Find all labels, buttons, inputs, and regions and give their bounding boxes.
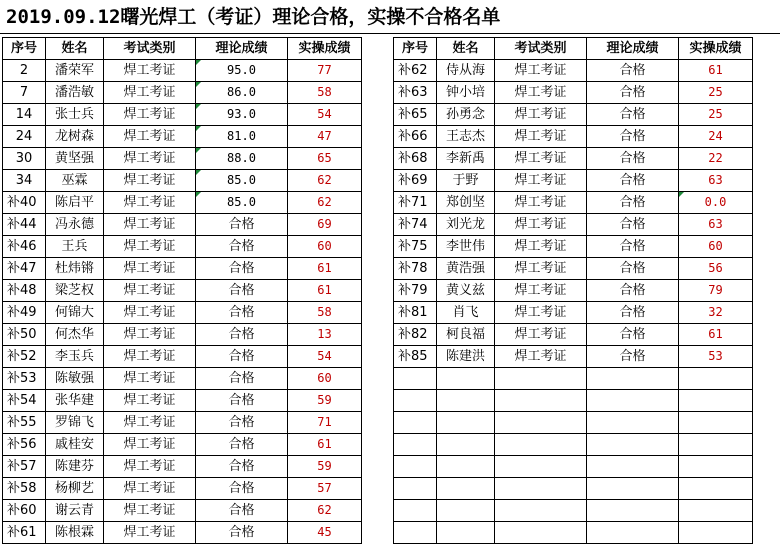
- cell-practical[interactable]: 61: [288, 434, 362, 456]
- cell-practical[interactable]: 63: [679, 214, 753, 236]
- table-row: [3, 478, 362, 500]
- table-row: [3, 258, 362, 280]
- cell-name[interactable]: 陈建芬: [46, 456, 104, 478]
- table-row: [394, 346, 753, 368]
- cell-category[interactable]: 焊工考证: [495, 214, 587, 236]
- cell-category[interactable]: 焊工考证: [104, 434, 196, 456]
- cell-name[interactable]: 李世伟: [437, 236, 495, 258]
- cell-category[interactable]: 焊工考证: [104, 390, 196, 412]
- header-category[interactable]: 考试类别: [495, 38, 587, 60]
- cell-practical[interactable]: 54: [288, 346, 362, 368]
- cell-category[interactable]: 焊工考证: [495, 324, 587, 346]
- table-row: [3, 390, 362, 412]
- cell-practical[interactable]: 61: [679, 324, 753, 346]
- table-row: [394, 170, 753, 192]
- empty-cell[interactable]: [495, 478, 587, 500]
- table-row: [3, 522, 362, 544]
- cell-category[interactable]: 焊工考证: [495, 170, 587, 192]
- cell-practical[interactable]: 25: [679, 104, 753, 126]
- table-row: [394, 126, 753, 148]
- empty-cell[interactable]: [587, 522, 679, 544]
- table-row: [394, 60, 753, 82]
- header-seq[interactable]: 序号: [394, 38, 437, 60]
- cell-theory[interactable]: 合格: [196, 456, 288, 478]
- cell-seq[interactable]: 补57: [3, 456, 46, 478]
- cell-theory[interactable]: 85.0: [196, 192, 288, 214]
- cell-category[interactable]: 焊工考证: [104, 522, 196, 544]
- cell-practical[interactable]: 60: [679, 236, 753, 258]
- table-row: [3, 60, 362, 82]
- table-row: [3, 214, 362, 236]
- cell-seq[interactable]: 补65: [394, 104, 437, 126]
- cell-practical[interactable]: 77: [288, 60, 362, 82]
- cell-practical[interactable]: 71: [288, 412, 362, 434]
- cell-name[interactable]: 侍从海: [437, 60, 495, 82]
- header-name[interactable]: 姓名: [46, 38, 104, 60]
- cell-practical[interactable]: 59: [288, 390, 362, 412]
- cell-category[interactable]: 焊工考证: [495, 280, 587, 302]
- cell-practical[interactable]: 13: [288, 324, 362, 346]
- cell-name[interactable]: 何杰华: [46, 324, 104, 346]
- cell-theory[interactable]: 合格: [587, 236, 679, 258]
- cell-category[interactable]: 焊工考证: [495, 236, 587, 258]
- cell-name[interactable]: 何锦大: [46, 302, 104, 324]
- cell-name[interactable]: 李玉兵: [46, 346, 104, 368]
- cell-category[interactable]: 焊工考证: [104, 170, 196, 192]
- left-table: [2, 37, 362, 544]
- cell-name[interactable]: 罗锦飞: [46, 412, 104, 434]
- cell-name[interactable]: 刘光龙: [437, 214, 495, 236]
- empty-row: [394, 500, 753, 522]
- cell-seq[interactable]: 补82: [394, 324, 437, 346]
- cell-seq[interactable]: 补56: [3, 434, 46, 456]
- cell-practical[interactable]: 79: [679, 280, 753, 302]
- empty-cell[interactable]: [437, 522, 495, 544]
- cell-category[interactable]: 焊工考证: [104, 258, 196, 280]
- cell-seq[interactable]: 补47: [3, 258, 46, 280]
- empty-cell[interactable]: [394, 368, 437, 390]
- cell-category[interactable]: 焊工考证: [104, 368, 196, 390]
- cell-category[interactable]: 焊工考证: [104, 104, 196, 126]
- empty-cell[interactable]: [679, 456, 753, 478]
- cell-category[interactable]: 焊工考证: [495, 302, 587, 324]
- header-name[interactable]: 姓名: [437, 38, 495, 60]
- empty-row: [394, 412, 753, 434]
- cell-theory[interactable]: 合格: [587, 82, 679, 104]
- cell-category[interactable]: 焊工考证: [104, 126, 196, 148]
- cell-theory[interactable]: 93.0: [196, 104, 288, 126]
- cell-theory[interactable]: 合格: [196, 214, 288, 236]
- cell-theory[interactable]: 合格: [587, 280, 679, 302]
- cell-seq[interactable]: 补68: [394, 148, 437, 170]
- cell-practical[interactable]: 0.0: [679, 192, 753, 214]
- cell-theory[interactable]: 合格: [587, 104, 679, 126]
- cell-seq[interactable]: 补44: [3, 214, 46, 236]
- table-row: [3, 170, 362, 192]
- table-row: [394, 324, 753, 346]
- empty-cell[interactable]: [587, 390, 679, 412]
- cell-seq[interactable]: 补55: [3, 412, 46, 434]
- cell-name[interactable]: 钟小培: [437, 82, 495, 104]
- cell-category[interactable]: 焊工考证: [104, 192, 196, 214]
- cell-practical[interactable]: 53: [679, 346, 753, 368]
- header-theory[interactable]: 理论成绩: [587, 38, 679, 60]
- cell-seq[interactable]: 补69: [394, 170, 437, 192]
- cell-category[interactable]: 焊工考证: [104, 324, 196, 346]
- cell-practical[interactable]: 47: [288, 126, 362, 148]
- cell-practical[interactable]: 60: [288, 368, 362, 390]
- cell-name[interactable]: 张华建: [46, 390, 104, 412]
- table-row: [394, 82, 753, 104]
- cell-practical[interactable]: 54: [288, 104, 362, 126]
- cell-theory[interactable]: 合格: [196, 478, 288, 500]
- cell-name[interactable]: 于野: [437, 170, 495, 192]
- cell-category[interactable]: 焊工考证: [495, 126, 587, 148]
- table-row: [394, 280, 753, 302]
- cell-theory[interactable]: 合格: [196, 346, 288, 368]
- empty-cell[interactable]: [394, 522, 437, 544]
- table-row: [394, 258, 753, 280]
- cell-seq[interactable]: 补71: [394, 192, 437, 214]
- cell-theory[interactable]: 合格: [587, 60, 679, 82]
- cell-name[interactable]: 龙树森: [46, 126, 104, 148]
- cell-category[interactable]: 焊工考证: [104, 302, 196, 324]
- cell-seq[interactable]: 24: [3, 126, 46, 148]
- cell-theory[interactable]: 合格: [196, 434, 288, 456]
- table-row: [3, 82, 362, 104]
- empty-cell[interactable]: [587, 478, 679, 500]
- cell-theory[interactable]: 合格: [196, 390, 288, 412]
- cell-theory[interactable]: 合格: [587, 170, 679, 192]
- empty-cell[interactable]: [587, 456, 679, 478]
- cell-theory[interactable]: 合格: [587, 192, 679, 214]
- empty-row: [394, 478, 753, 500]
- cell-practical[interactable]: 63: [679, 170, 753, 192]
- header-theory[interactable]: 理论成绩: [196, 38, 288, 60]
- cell-category[interactable]: 焊工考证: [104, 412, 196, 434]
- empty-cell[interactable]: [437, 434, 495, 456]
- cell-theory[interactable]: 合格: [587, 126, 679, 148]
- cell-category[interactable]: 焊工考证: [104, 280, 196, 302]
- cell-practical[interactable]: 57: [288, 478, 362, 500]
- table-row: [3, 412, 362, 434]
- empty-row: [394, 390, 753, 412]
- table-row: [394, 214, 753, 236]
- header-seq[interactable]: 序号: [3, 38, 46, 60]
- cell-seq[interactable]: 34: [3, 170, 46, 192]
- empty-cell[interactable]: [437, 456, 495, 478]
- cell-category[interactable]: 焊工考证: [104, 456, 196, 478]
- header-row: [3, 38, 362, 60]
- empty-cell[interactable]: [679, 522, 753, 544]
- table-row: [3, 346, 362, 368]
- cell-seq[interactable]: 补50: [3, 324, 46, 346]
- empty-cell[interactable]: [437, 412, 495, 434]
- table-row: [3, 456, 362, 478]
- cell-category[interactable]: 焊工考证: [495, 192, 587, 214]
- cell-practical[interactable]: 62: [288, 500, 362, 522]
- cell-theory[interactable]: 合格: [196, 500, 288, 522]
- table-row: [3, 434, 362, 456]
- cell-practical[interactable]: 62: [288, 192, 362, 214]
- empty-cell[interactable]: [587, 412, 679, 434]
- table-row: [3, 280, 362, 302]
- cell-seq[interactable]: 补54: [3, 390, 46, 412]
- cell-name[interactable]: 戚桂安: [46, 434, 104, 456]
- header-practical[interactable]: 实操成绩: [679, 38, 753, 60]
- cell-name[interactable]: 王志杰: [437, 126, 495, 148]
- cell-category[interactable]: 焊工考证: [104, 236, 196, 258]
- header-row: [394, 38, 753, 60]
- cell-seq[interactable]: 7: [3, 82, 46, 104]
- cell-name[interactable]: 郑创坚: [437, 192, 495, 214]
- cell-practical[interactable]: 59: [288, 456, 362, 478]
- cell-theory[interactable]: 合格: [196, 302, 288, 324]
- empty-cell[interactable]: [495, 522, 587, 544]
- empty-row: [394, 522, 753, 544]
- cell-name[interactable]: 陈敏强: [46, 368, 104, 390]
- cell-name[interactable]: 冯永德: [46, 214, 104, 236]
- cell-name[interactable]: 陈启平: [46, 192, 104, 214]
- cell-name[interactable]: 陈建洪: [437, 346, 495, 368]
- cell-seq[interactable]: 30: [3, 148, 46, 170]
- cell-name[interactable]: 黄浩强: [437, 258, 495, 280]
- cell-theory[interactable]: 合格: [196, 280, 288, 302]
- table-row: [394, 148, 753, 170]
- cell-practical[interactable]: 61: [679, 60, 753, 82]
- cell-seq[interactable]: 补81: [394, 302, 437, 324]
- header-practical[interactable]: 实操成绩: [288, 38, 362, 60]
- empty-cell[interactable]: [679, 500, 753, 522]
- cell-practical[interactable]: 25: [679, 82, 753, 104]
- empty-cell[interactable]: [679, 434, 753, 456]
- cell-practical[interactable]: 60: [288, 236, 362, 258]
- cell-name[interactable]: 黄坚强: [46, 148, 104, 170]
- empty-cell[interactable]: [495, 368, 587, 390]
- table-row: [394, 104, 753, 126]
- table-row: [3, 126, 362, 148]
- empty-cell[interactable]: [437, 500, 495, 522]
- table-row: [3, 302, 362, 324]
- cell-name[interactable]: 孙勇念: [437, 104, 495, 126]
- empty-cell[interactable]: [495, 456, 587, 478]
- cell-seq[interactable]: 补63: [394, 82, 437, 104]
- cell-practical[interactable]: 62: [288, 170, 362, 192]
- table-gap: [380, 34, 392, 548]
- cell-seq[interactable]: 补85: [394, 346, 437, 368]
- cell-theory[interactable]: 88.0: [196, 148, 288, 170]
- cell-seq[interactable]: 补48: [3, 280, 46, 302]
- cell-practical[interactable]: 24: [679, 126, 753, 148]
- cell-seq[interactable]: 补46: [3, 236, 46, 258]
- empty-cell[interactable]: [495, 390, 587, 412]
- empty-cell[interactable]: [394, 456, 437, 478]
- cell-seq[interactable]: 14: [3, 104, 46, 126]
- empty-cell[interactable]: [679, 412, 753, 434]
- cell-practical[interactable]: 61: [288, 258, 362, 280]
- cell-category[interactable]: 焊工考证: [495, 346, 587, 368]
- table-row: [3, 368, 362, 390]
- cell-name[interactable]: 柯良福: [437, 324, 495, 346]
- cell-practical[interactable]: 58: [288, 82, 362, 104]
- empty-cell[interactable]: [495, 412, 587, 434]
- cell-category[interactable]: 焊工考证: [104, 214, 196, 236]
- cell-category[interactable]: 焊工考证: [104, 60, 196, 82]
- cell-theory[interactable]: 合格: [196, 258, 288, 280]
- cell-name[interactable]: 王兵: [46, 236, 104, 258]
- cell-name[interactable]: 杜炜锵: [46, 258, 104, 280]
- cell-theory[interactable]: 合格: [196, 522, 288, 544]
- cell-seq[interactable]: 补58: [3, 478, 46, 500]
- cell-theory[interactable]: 合格: [587, 148, 679, 170]
- cell-name[interactable]: 李新禹: [437, 148, 495, 170]
- cell-practical[interactable]: 56: [679, 258, 753, 280]
- header-category[interactable]: 考试类别: [104, 38, 196, 60]
- empty-cell[interactable]: [587, 500, 679, 522]
- cell-theory[interactable]: 合格: [196, 236, 288, 258]
- empty-cell[interactable]: [394, 412, 437, 434]
- cell-theory[interactable]: 合格: [587, 324, 679, 346]
- cell-name[interactable]: 肖飞: [437, 302, 495, 324]
- empty-cell[interactable]: [394, 390, 437, 412]
- cell-seq[interactable]: 补61: [3, 522, 46, 544]
- table-row: [3, 236, 362, 258]
- empty-cell[interactable]: [394, 434, 437, 456]
- cell-category[interactable]: 焊工考证: [495, 104, 587, 126]
- cell-category[interactable]: 焊工考证: [104, 346, 196, 368]
- empty-cell[interactable]: [587, 368, 679, 390]
- table-row: [3, 148, 362, 170]
- empty-cell[interactable]: [394, 500, 437, 522]
- empty-cell[interactable]: [437, 478, 495, 500]
- cell-theory[interactable]: 合格: [587, 258, 679, 280]
- empty-cell[interactable]: [437, 390, 495, 412]
- cell-practical[interactable]: 45: [288, 522, 362, 544]
- cell-practical[interactable]: 65: [288, 148, 362, 170]
- cell-category[interactable]: 焊工考证: [495, 148, 587, 170]
- cell-seq[interactable]: 补60: [3, 500, 46, 522]
- cell-theory[interactable]: 合格: [196, 412, 288, 434]
- cell-theory[interactable]: 85.0: [196, 170, 288, 192]
- right-table: [393, 37, 753, 544]
- cell-category[interactable]: 焊工考证: [104, 148, 196, 170]
- table-row: [3, 192, 362, 214]
- cell-practical[interactable]: 32: [679, 302, 753, 324]
- cell-theory[interactable]: 合格: [587, 214, 679, 236]
- cell-theory[interactable]: 合格: [196, 368, 288, 390]
- cell-seq[interactable]: 补78: [394, 258, 437, 280]
- cell-seq[interactable]: 补53: [3, 368, 46, 390]
- cell-theory[interactable]: 合格: [587, 302, 679, 324]
- cell-practical[interactable]: 58: [288, 302, 362, 324]
- empty-cell[interactable]: [587, 434, 679, 456]
- empty-row: [394, 456, 753, 478]
- cell-seq[interactable]: 补40: [3, 192, 46, 214]
- empty-cell[interactable]: [394, 478, 437, 500]
- cell-seq[interactable]: 补62: [394, 60, 437, 82]
- cell-theory[interactable]: 合格: [196, 324, 288, 346]
- empty-row: [394, 368, 753, 390]
- empty-cell[interactable]: [495, 434, 587, 456]
- empty-cell[interactable]: [679, 368, 753, 390]
- cell-name[interactable]: 梁芝权: [46, 280, 104, 302]
- cell-seq[interactable]: 补52: [3, 346, 46, 368]
- cell-seq[interactable]: 补75: [394, 236, 437, 258]
- table-row: [3, 324, 362, 346]
- cell-theory[interactable]: 86.0: [196, 82, 288, 104]
- cell-category[interactable]: 焊工考证: [104, 500, 196, 522]
- table-row: [3, 500, 362, 522]
- cell-name[interactable]: 黄义兹: [437, 280, 495, 302]
- cell-practical[interactable]: 22: [679, 148, 753, 170]
- empty-row: [394, 434, 753, 456]
- empty-cell[interactable]: [679, 390, 753, 412]
- table-row: [394, 302, 753, 324]
- cell-name[interactable]: 潘荣军: [46, 60, 104, 82]
- cell-seq[interactable]: 2: [3, 60, 46, 82]
- cell-category[interactable]: 焊工考证: [495, 60, 587, 82]
- cell-seq[interactable]: 补74: [394, 214, 437, 236]
- cell-seq[interactable]: 补79: [394, 280, 437, 302]
- cell-theory[interactable]: 合格: [587, 346, 679, 368]
- cell-name[interactable]: 谢云青: [46, 500, 104, 522]
- table-row: [394, 192, 753, 214]
- cell-name[interactable]: 陈根霖: [46, 522, 104, 544]
- cell-category[interactable]: 焊工考证: [104, 478, 196, 500]
- cell-name[interactable]: 张士兵: [46, 104, 104, 126]
- cell-category[interactable]: 焊工考证: [104, 82, 196, 104]
- cell-name[interactable]: 巫霖: [46, 170, 104, 192]
- cell-seq[interactable]: 补49: [3, 302, 46, 324]
- cell-seq[interactable]: 补66: [394, 126, 437, 148]
- cell-practical[interactable]: 61: [288, 280, 362, 302]
- table-row: [3, 104, 362, 126]
- table-row: [394, 236, 753, 258]
- cell-theory[interactable]: 95.0: [196, 60, 288, 82]
- cell-name[interactable]: 杨柳艺: [46, 478, 104, 500]
- empty-cell[interactable]: [495, 500, 587, 522]
- cell-theory[interactable]: 81.0: [196, 126, 288, 148]
- empty-cell[interactable]: [679, 478, 753, 500]
- cell-practical[interactable]: 69: [288, 214, 362, 236]
- empty-cell[interactable]: [437, 368, 495, 390]
- cell-category[interactable]: 焊工考证: [495, 82, 587, 104]
- cell-name[interactable]: 潘浩敏: [46, 82, 104, 104]
- cell-category[interactable]: 焊工考证: [495, 258, 587, 280]
- sheet-title: 2019.09.12曙光焊工（考证）理论合格，实操不合格名单: [0, 0, 780, 34]
